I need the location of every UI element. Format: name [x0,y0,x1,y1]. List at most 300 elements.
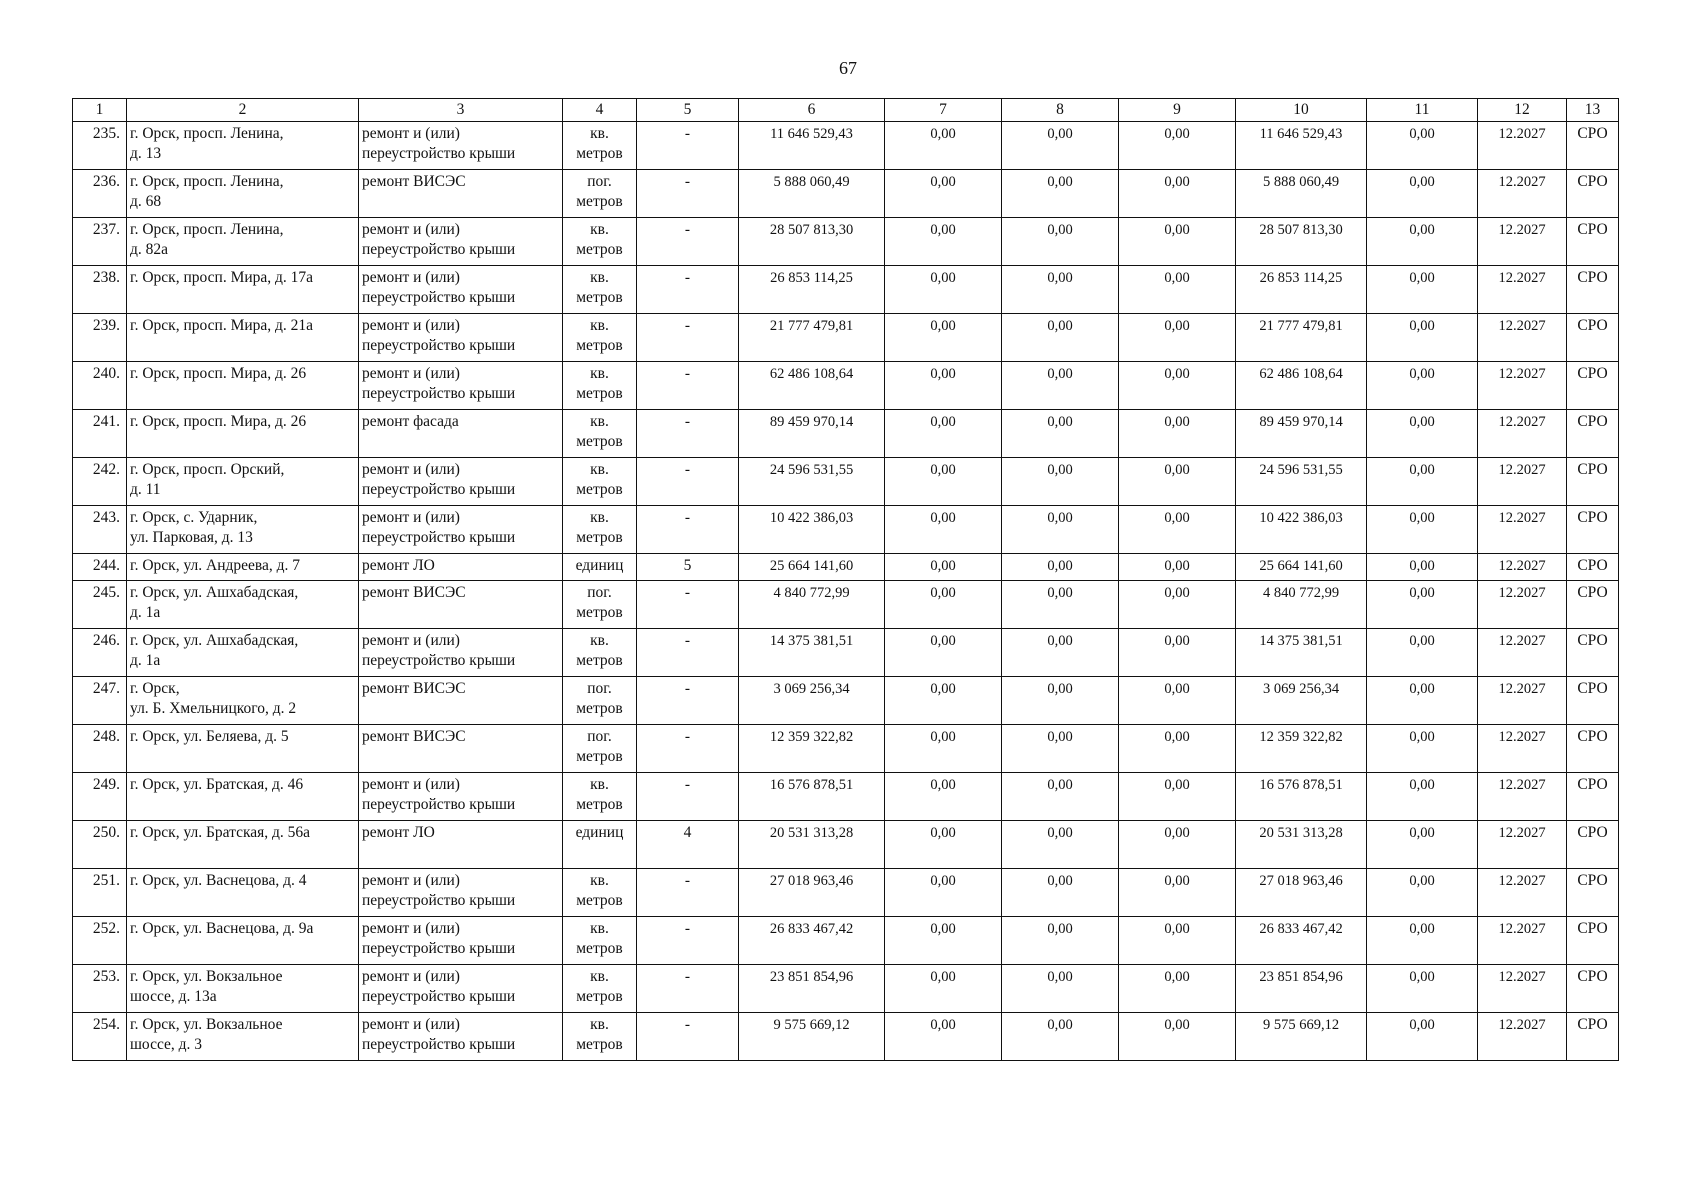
owner-funds-cell-text: 11 646 529,43 [1259,126,1343,142]
completion-date-cell-text: 12.2027 [1498,558,1546,574]
completion-date-cell-text: 12.2027 [1498,174,1546,190]
quantity-cell-text: - [684,509,691,526]
row-number [73,314,127,362]
completion-date-cell [1478,581,1567,629]
source-cell-text: СРО [1577,461,1608,478]
fund-cell [1119,725,1236,773]
fund-cell-text: 0,00 [930,414,956,430]
total-cost-cell [739,362,885,410]
row-number [73,218,127,266]
fund-cell [1002,410,1119,458]
fund-cell [885,170,1002,218]
fund-cell-text: 0,00 [1409,921,1435,937]
fund-cell-text: 0,00 [1164,174,1190,190]
unit-cell-line: кв. [590,968,609,985]
row-number [73,773,127,821]
completion-date-cell [1478,725,1567,773]
owner-funds-cell-text: 26 853 114,25 [1259,270,1343,286]
fund-cell [1002,1013,1119,1061]
address-cell [127,773,359,821]
unit-cell-line: метров [576,796,623,813]
completion-date-cell [1478,869,1567,917]
row-number [73,677,127,725]
address-cell-line: д. 1а [130,604,161,621]
address-cell [127,122,359,170]
work-type-cell-line: переустройство крыши [362,652,516,669]
fund-cell [1002,362,1119,410]
address-cell-line: ул. Парковая, д. 13 [130,529,253,546]
source-cell-text: СРО [1577,173,1608,190]
fund-cell [885,410,1002,458]
table-row [73,965,1619,1013]
fund-cell [1119,581,1236,629]
completion-date-cell [1478,218,1567,266]
fund-cell [885,1013,1002,1061]
quantity-cell-text: - [684,584,691,601]
unit-cell-line: метров [576,193,623,210]
total-cost-cell-text: 9 575 669,12 [773,1017,850,1033]
address-cell-line: г. Орск, ул. Васнецова, д. 9а [130,920,314,937]
owner-funds-cell [1236,122,1367,170]
work-type-cell-line: переустройство крыши [362,529,516,546]
address-cell-line: г. Орск, ул. Ашхабадская, [130,632,299,649]
fund-cell-text: 0,00 [1409,174,1435,190]
unit-cell-line: пог. [587,680,612,697]
column-header: 6 [739,99,885,122]
address-cell-line: г. Орск, просп. Орский, [130,461,285,478]
table-row [73,725,1619,773]
table-row [73,266,1619,314]
work-type-cell-line: ремонт и (или) [362,125,460,142]
work-type-cell-line: ремонт и (или) [362,776,460,793]
unit-cell [563,629,637,677]
row-number [73,965,127,1013]
work-type-cell-line: переустройство крыши [362,289,516,306]
quantity-cell-text: - [684,968,691,985]
table-row [73,170,1619,218]
fund-cell [885,821,1002,869]
quantity-cell-text: - [684,1016,691,1033]
unit-cell [563,506,637,554]
address-cell [127,1013,359,1061]
fund-cell-text: 0,00 [1409,414,1435,430]
fund-cell [1367,725,1478,773]
fund-cell-text: 0,00 [930,921,956,937]
owner-funds-cell-text: 10 422 386,03 [1259,510,1343,526]
unit-cell [563,1013,637,1061]
quantity-cell-text: - [684,173,691,190]
fund-cell [1002,581,1119,629]
total-cost-cell [739,1013,885,1061]
fund-cell [885,458,1002,506]
row-number-text: 241. [92,413,120,430]
unit-cell [563,581,637,629]
unit-cell [563,410,637,458]
work-type-cell-line: ремонт и (или) [362,1016,460,1033]
source-cell [1567,506,1619,554]
source-cell [1567,869,1619,917]
table-row [73,1013,1619,1061]
fund-cell [1119,629,1236,677]
quantity-cell-text: - [684,920,691,937]
source-cell [1567,314,1619,362]
unit-cell-line: кв. [590,125,609,142]
row-number-text: 243. [92,509,120,526]
fund-cell [1002,506,1119,554]
address-cell-line: шоссе, д. 13а [130,988,217,1005]
fund-cell-text: 0,00 [1409,462,1435,478]
quantity-cell-text: - [684,728,691,745]
total-cost-cell-text: 4 840 772,99 [773,585,850,601]
fund-cell [1367,506,1478,554]
quantity-cell [637,869,739,917]
owner-funds-cell-text: 24 596 531,55 [1259,462,1343,478]
row-number [73,410,127,458]
work-type-cell-line: ремонт и (или) [362,872,460,889]
fund-cell-text: 0,00 [1409,633,1435,649]
work-type-cell [359,1013,563,1061]
address-cell [127,170,359,218]
total-cost-cell [739,458,885,506]
total-cost-cell-text: 24 596 531,55 [769,462,854,478]
owner-funds-cell-text: 26 833 467,42 [1259,921,1343,937]
source-cell [1567,725,1619,773]
fund-cell [1002,773,1119,821]
completion-date-cell-text: 12.2027 [1498,126,1546,142]
work-type-cell-line: переустройство крыши [362,988,516,1005]
fund-cell [1119,122,1236,170]
unit-cell-line: метров [576,652,623,669]
fund-cell [1367,170,1478,218]
column-header: 8 [1002,99,1119,122]
quantity-cell [637,773,739,821]
table-row [73,122,1619,170]
work-type-cell-line: переустройство крыши [362,892,516,909]
fund-cell-text: 0,00 [1164,921,1190,937]
fund-cell [1367,581,1478,629]
completion-date-cell [1478,629,1567,677]
source-cell [1567,677,1619,725]
fund-cell [1119,266,1236,314]
fund-cell [1367,554,1478,581]
unit-cell [563,362,637,410]
row-number-text: 245. [92,584,120,601]
row-number-text: 254. [92,1016,120,1033]
total-cost-cell [739,725,885,773]
completion-date-cell [1478,314,1567,362]
completion-date-cell-text: 12.2027 [1498,414,1546,430]
fund-cell-text: 0,00 [1164,318,1190,334]
unit-cell-line: метров [576,241,623,258]
source-cell [1567,1013,1619,1061]
row-number-text: 247. [92,680,120,697]
fund-cell-text: 0,00 [930,462,956,478]
completion-date-cell-text: 12.2027 [1498,873,1546,889]
owner-funds-cell [1236,170,1367,218]
completion-date-cell [1478,677,1567,725]
address-cell-line: г. Орск, просп. Мира, д. 21а [130,317,314,334]
total-cost-cell [739,218,885,266]
fund-cell-text: 0,00 [930,510,956,526]
fund-cell [1367,821,1478,869]
unit-cell [563,869,637,917]
fund-cell [1119,170,1236,218]
owner-funds-cell-text: 27 018 963,46 [1259,873,1343,889]
total-cost-cell-text: 5 888 060,49 [773,174,850,190]
source-cell [1567,554,1619,581]
total-cost-cell-text: 21 777 479,81 [769,318,854,334]
quantity-cell [637,581,739,629]
table-row [73,629,1619,677]
unit-cell-line: кв. [590,632,609,649]
work-type-cell [359,506,563,554]
unit-cell-line: метров [576,145,623,162]
fund-cell-text: 0,00 [1164,873,1190,889]
fund-cell [885,122,1002,170]
fund-cell [1002,314,1119,362]
unit-cell-line: метров [576,433,623,450]
total-cost-cell-text: 20 531 313,28 [769,825,854,841]
unit-cell-line: метров [576,289,623,306]
address-cell-line: г. Орск, ул. Васнецова, д. 4 [130,872,307,889]
address-cell-line: шоссе, д. 3 [130,1036,203,1053]
table-row [73,554,1619,581]
fund-cell-text: 0,00 [1409,681,1435,697]
completion-date-cell-text: 12.2027 [1498,777,1546,793]
address-cell-line: г. Орск, [130,680,180,697]
fund-cell-text: 0,00 [930,777,956,793]
total-cost-cell-text: 23 851 854,96 [769,969,854,985]
table-row [73,917,1619,965]
total-cost-cell-text: 26 833 467,42 [769,921,854,937]
row-number-text: 250. [92,824,120,841]
fund-cell-text: 0,00 [1047,222,1073,238]
unit-cell-line: кв. [590,509,609,526]
owner-funds-cell-text: 20 531 313,28 [1259,825,1343,841]
address-cell [127,314,359,362]
fund-cell [1002,554,1119,581]
work-type-cell-line: переустройство крыши [362,1036,516,1053]
quantity-cell [637,458,739,506]
completion-date-cell [1478,170,1567,218]
work-type-cell [359,362,563,410]
owner-funds-cell-text: 5 888 060,49 [1262,174,1340,190]
completion-date-cell [1478,821,1567,869]
fund-cell [885,965,1002,1013]
row-number-text: 239. [92,317,120,334]
row-number [73,458,127,506]
source-cell-text: СРО [1577,365,1608,382]
column-header: 5 [637,99,739,122]
total-cost-cell [739,917,885,965]
fund-cell-text: 0,00 [930,558,956,574]
source-cell [1567,266,1619,314]
work-type-cell-line: ремонт и (или) [362,269,460,286]
quantity-cell [637,506,739,554]
owner-funds-cell-text: 23 851 854,96 [1259,969,1343,985]
fund-cell [885,506,1002,554]
completion-date-cell [1478,266,1567,314]
fund-cell [1367,1013,1478,1061]
work-type-cell-line: переустройство крыши [362,796,516,813]
fund-cell [885,629,1002,677]
owner-funds-cell [1236,821,1367,869]
fund-cell [1119,314,1236,362]
work-type-cell-line: ремонт и (или) [362,968,460,985]
row-number [73,869,127,917]
owner-funds-cell [1236,266,1367,314]
address-cell-line: г. Орск, ул. Братская, д. 46 [130,776,304,793]
fund-cell-text: 0,00 [1409,1017,1435,1033]
address-cell [127,554,359,581]
fund-cell [1119,965,1236,1013]
total-cost-cell-text: 28 507 813,30 [769,222,854,238]
work-type-cell [359,266,563,314]
total-cost-cell-text: 12 359 322,82 [769,729,854,745]
column-header: 12 [1478,99,1567,122]
address-cell [127,965,359,1013]
owner-funds-cell-text: 89 459 970,14 [1259,414,1343,430]
fund-cell [1119,821,1236,869]
work-type-cell-line: ремонт ЛО [362,557,435,574]
row-number-text: 240. [92,365,120,382]
fund-cell-text: 0,00 [1164,126,1190,142]
work-type-cell-line: ремонт ЛО [362,824,435,841]
owner-funds-cell [1236,458,1367,506]
source-cell [1567,581,1619,629]
fund-cell [885,581,1002,629]
address-cell-line: г. Орск, просп. Мира, д. 26 [130,365,307,382]
work-type-cell [359,821,563,869]
fund-cell [1367,773,1478,821]
fund-cell-text: 0,00 [1047,729,1073,745]
quantity-cell-text: 4 [683,824,692,841]
row-number-text: 248. [92,728,120,745]
address-cell-line: г. Орск, ул. Ашхабадская, [130,584,299,601]
row-number-text: 252. [92,920,120,937]
column-header: 11 [1367,99,1478,122]
quantity-cell [637,821,739,869]
fund-cell-text: 0,00 [1409,777,1435,793]
completion-date-cell-text: 12.2027 [1498,222,1546,238]
address-cell [127,821,359,869]
fund-cell [1367,965,1478,1013]
source-cell-text: СРО [1577,728,1608,745]
quantity-cell [637,122,739,170]
work-type-cell [359,458,563,506]
quantity-cell-text: - [684,269,691,286]
fund-cell [1002,821,1119,869]
owner-funds-cell [1236,773,1367,821]
work-type-cell-line: переустройство крыши [362,145,516,162]
source-cell [1567,218,1619,266]
row-number [73,554,127,581]
unit-cell-line: кв. [590,317,609,334]
owner-funds-cell [1236,965,1367,1013]
unit-cell-line: кв. [590,365,609,382]
quantity-cell-text: - [684,125,691,142]
work-type-cell [359,218,563,266]
fund-cell-text: 0,00 [1409,585,1435,601]
owner-funds-cell-text: 3 069 256,34 [1262,681,1340,697]
total-cost-cell [739,410,885,458]
quantity-cell-text: - [684,632,691,649]
column-header: 7 [885,99,1002,122]
table-row [73,362,1619,410]
row-number-text: 236. [92,173,120,190]
unit-cell-line: метров [576,385,623,402]
total-cost-cell [739,170,885,218]
fund-cell-text: 0,00 [1047,462,1073,478]
completion-date-cell-text: 12.2027 [1498,1017,1546,1033]
fund-cell-text: 0,00 [1164,729,1190,745]
address-cell-line: г. Орск, ул. Вокзальное [130,968,283,985]
quantity-cell [637,410,739,458]
work-type-cell-line: переустройство крыши [362,385,516,402]
quantity-cell [637,314,739,362]
owner-funds-cell-text: 12 359 322,82 [1259,729,1343,745]
address-cell-line: д. 82а [130,241,169,258]
fund-cell-text: 0,00 [1409,825,1435,841]
completion-date-cell [1478,917,1567,965]
completion-date-cell-text: 12.2027 [1498,969,1546,985]
total-cost-cell [739,506,885,554]
quantity-cell [637,170,739,218]
work-type-cell-line: ремонт и (или) [362,509,460,526]
column-header: 10 [1236,99,1367,122]
source-cell-text: СРО [1577,584,1608,601]
fund-cell [1119,1013,1236,1061]
fund-cell-text: 0,00 [1047,585,1073,601]
fund-cell [1002,725,1119,773]
table-row [73,773,1619,821]
completion-date-cell [1478,122,1567,170]
fund-cell [1119,506,1236,554]
address-cell-line: г. Орск, ул. Андреева, д. 7 [130,557,301,574]
work-type-cell-line: переустройство крыши [362,241,516,258]
address-cell-line: д. 68 [130,193,162,210]
address-cell [127,506,359,554]
total-cost-cell [739,965,885,1013]
fund-cell-text: 0,00 [1047,174,1073,190]
total-cost-cell [739,773,885,821]
owner-funds-cell-text: 16 576 878,51 [1259,777,1343,793]
table-row [73,506,1619,554]
table-row [73,869,1619,917]
quantity-cell-text: - [684,461,691,478]
owner-funds-cell-text: 4 840 772,99 [1262,585,1340,601]
unit-cell [563,170,637,218]
total-cost-cell [739,629,885,677]
owner-funds-cell [1236,314,1367,362]
unit-cell [563,965,637,1013]
source-cell-text: СРО [1577,317,1608,334]
address-cell-line: д. 13 [130,145,162,162]
total-cost-cell [739,122,885,170]
fund-cell-text: 0,00 [1047,414,1073,430]
fund-cell [1002,266,1119,314]
fund-cell [1002,677,1119,725]
fund-cell [885,869,1002,917]
completion-date-cell-text: 12.2027 [1498,681,1546,697]
source-cell-text: СРО [1577,632,1608,649]
quantity-cell [637,554,739,581]
completion-date-cell [1478,1013,1567,1061]
table-body [73,122,1619,1061]
total-cost-cell-text: 3 069 256,34 [773,681,850,697]
quantity-cell-text: - [684,413,691,430]
address-cell [127,581,359,629]
